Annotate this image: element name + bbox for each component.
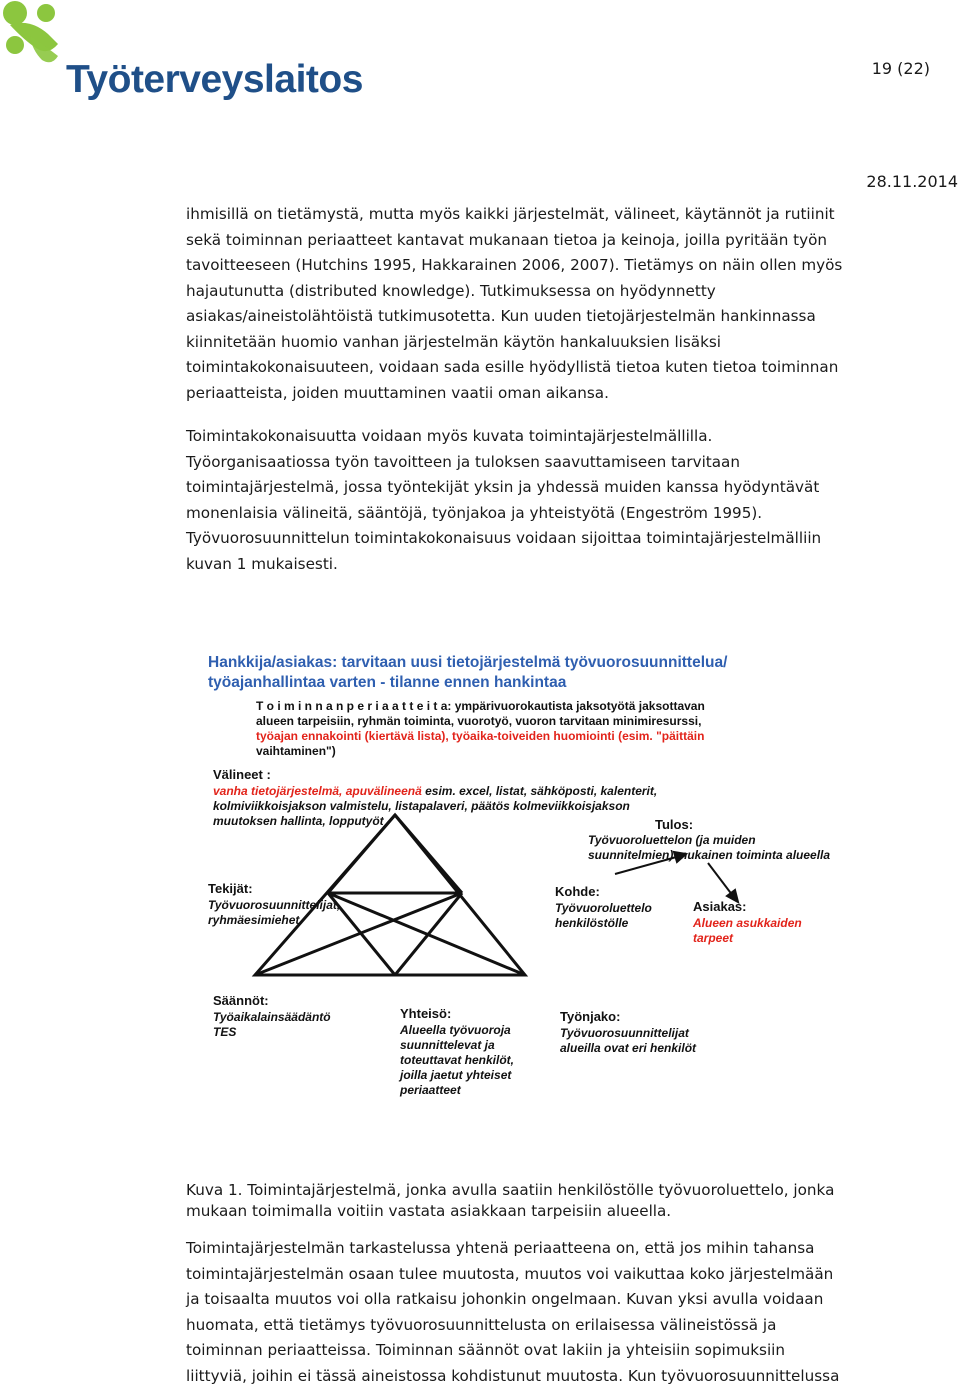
community-label: Yhteisö: bbox=[400, 1006, 452, 1021]
page-number: 19 (22) bbox=[871, 59, 930, 78]
client-label: Asiakas: bbox=[693, 899, 747, 914]
text-line: kiinnitetään huomio vanhan järjestelmän käytön hankaluuksien lisäksi bbox=[186, 332, 722, 351]
text-line: periaatteista, joiden muuttaminen vaatii oman aikansa. bbox=[186, 383, 609, 402]
tools-red-text: vanha tietojärjestelmä, apuvälineenä bbox=[213, 784, 422, 798]
client-line: Alueen asukkaiden bbox=[693, 916, 802, 930]
paragraph-1 bbox=[186, 202, 960, 406]
object-line: henkilöstölle bbox=[555, 916, 629, 930]
rules-line: Työaikalainsäädäntö bbox=[213, 1010, 331, 1024]
principles-first-line bbox=[256, 699, 705, 713]
principles-line: vaihtaminen") bbox=[256, 744, 336, 758]
text-line: Toimintakokonaisuutta voidaan myös kuvata toimintajärjestelmällilla. bbox=[186, 427, 713, 445]
community-line: Alueella työvuoroja bbox=[400, 1023, 511, 1037]
result-line: suunnitelmien) mukainen toiminta alueella bbox=[588, 848, 831, 862]
object-label: Kohde: bbox=[555, 884, 600, 899]
paragraph-3 bbox=[186, 1236, 960, 1389]
document-date: 28.11.2014 bbox=[866, 172, 958, 191]
division-line: Työvuorosuunnittelijat bbox=[560, 1026, 689, 1040]
logo-text: Työterveyslaitos bbox=[66, 58, 363, 101]
figure-title-line-2: työajanhallintaa varten - tilanne ennen hankintaa bbox=[208, 674, 567, 691]
community-line: joilla jaetut yhteiset bbox=[400, 1068, 512, 1082]
text-line: kuvan 1 mukaisesti. bbox=[186, 554, 338, 573]
principles-line: alueen tarpeisiin, ryhmän toiminta, vuorotyö, vuoron tarvitaan minimiresurssi, bbox=[256, 714, 702, 728]
arrow-result-to-client bbox=[708, 863, 733, 896]
rules-label: Säännöt: bbox=[213, 993, 269, 1008]
text-line: Työorganisaatiossa työn tavoitteen ja tuloksen saavuttamiseen tarvitaan bbox=[186, 452, 740, 471]
figure-title-line-1: Hankkija/asiakas: tarvitaan uusi tietojärjestelmä työvuorosuunnittelua/ bbox=[208, 654, 728, 671]
tools-line: muutoksen hallinta, lopputyöt bbox=[213, 814, 384, 828]
community-line: suunnittelevat ja bbox=[400, 1038, 495, 1052]
activity-system-figure bbox=[200, 638, 840, 1108]
activity-system-diagram bbox=[200, 638, 840, 1108]
text-line: liittyviä, joihin ei tässä aineistossa kohdistunut muutosta. Kun työvuorosuunnittelussa bbox=[186, 1366, 840, 1385]
result-label: Tulos: bbox=[655, 817, 694, 832]
text-line: hajautunutta (distributed knowledge). Tutkimuksessa on hyödynnetty bbox=[186, 281, 716, 300]
division-line: alueilla ovat eri henkilöt bbox=[560, 1041, 697, 1055]
text-line: tavoitteeseen (Hutchins 1995, Hakkarainen 2006, 2007). Tietämys on näin ollen myös bbox=[186, 256, 843, 274]
triangle-lines bbox=[255, 815, 525, 975]
figure-caption bbox=[186, 1180, 960, 1222]
tools-label: Välineet : bbox=[213, 767, 271, 782]
community-line: periaatteet bbox=[400, 1083, 461, 1097]
result-line: Työvuoroluettelon (ja muiden bbox=[588, 833, 756, 847]
caption-line: Kuva 1. Toimintajärjestelmä, jonka avulla saatiin henkilöstölle työvuoroluettelo, jonka bbox=[186, 1181, 835, 1199]
text-line: asiakas/aineistolähtöistä tutkimusotetta. Kun uuden tietojärjestelmän hankinnassa bbox=[186, 307, 816, 325]
text-line: toimintajärjestelmä, jossa työntekijät yksin ja yhdessä muiden kanssa hyödyntävät bbox=[186, 478, 820, 496]
community-line: toteuttavat henkilöt, bbox=[400, 1053, 515, 1067]
outer-triangle bbox=[255, 815, 525, 975]
text-line: Toimintajärjestelmän tarkastelussa yhtenä periaatteena on, että jos mihin tahansa bbox=[186, 1239, 815, 1257]
object-line: Työvuoroluettelo bbox=[555, 901, 652, 915]
rules-line: TES bbox=[213, 1025, 237, 1039]
logo bbox=[0, 0, 363, 110]
text-line: monenlaisia välineitä, sääntöjä, työnjakoa ja yhteistyötä (Engeström 1995). bbox=[186, 503, 763, 522]
tools-text: esim. excel, listat, sähköposti, kalenterit, bbox=[421, 784, 658, 798]
principles-line: työajan ennakointi (kiertävä lista), työaika-toiveiden huomiointi (esim. "päittäin bbox=[256, 729, 705, 743]
text-line: toimintajärjestelmän osaan tulee muutosta, muutos voi vaikuttaa koko järjestelmään bbox=[186, 1264, 834, 1283]
text-line: ja toisaalta muutos voi olla ratkaisu johonkin ongelmaan. Kuvan yksi avulla voidaan bbox=[186, 1290, 824, 1308]
text-line: toiminnan periaatteissa. Toiminnan säännöt ovat lakiin ja yhteisiin sopimuksiin bbox=[186, 1341, 786, 1359]
tools-first-line bbox=[213, 784, 657, 798]
caption-line: mukaan toimimalla voitiin vastata asiakkaan tarpeisiin alueella. bbox=[186, 1202, 672, 1220]
division-label: Työnjako: bbox=[560, 1009, 621, 1024]
principles-text: ympärivuorokautista jaksotyötä jaksottavan bbox=[451, 699, 705, 713]
subject-line: Työvuorosuunnittelijat, bbox=[208, 898, 341, 912]
text-line: ihmisillä on tietämystä, mutta myös kaikki järjestelmät, välineet, käytännöt ja rutiinit bbox=[186, 205, 835, 223]
text-line: Työvuorosuunnittelun toimintakokonaisuus voidaan sijoittaa toimintajärjestelmälliin bbox=[186, 529, 822, 547]
text-line: toimintakokonaisuuteen, voidaan sada esille hyödyllistä tietoa kuten tietoa toiminnan bbox=[186, 358, 839, 376]
principles-label: T o i m i n n a n p e r i a a t t e i t a: bbox=[256, 699, 452, 713]
text-line: sekä toiminnan periaatteet kantavat mukanaan tietoa ja keinoja, joilla pyritään työn bbox=[186, 230, 828, 249]
tools-line: kolmiviikkoisjakson valmistelu, listapalaveri, päätös kolmeviikkoisjakson bbox=[213, 799, 630, 813]
paragraph-2 bbox=[186, 424, 960, 577]
text-line: huomata, että tietämys työvuorosuunnittelusta on erilaisessa välineistössä ja bbox=[186, 1315, 777, 1334]
subject-line: ryhmäesimiehet bbox=[208, 913, 300, 927]
client-line: tarpeet bbox=[693, 931, 734, 945]
subject-label: Tekijät: bbox=[208, 881, 253, 896]
